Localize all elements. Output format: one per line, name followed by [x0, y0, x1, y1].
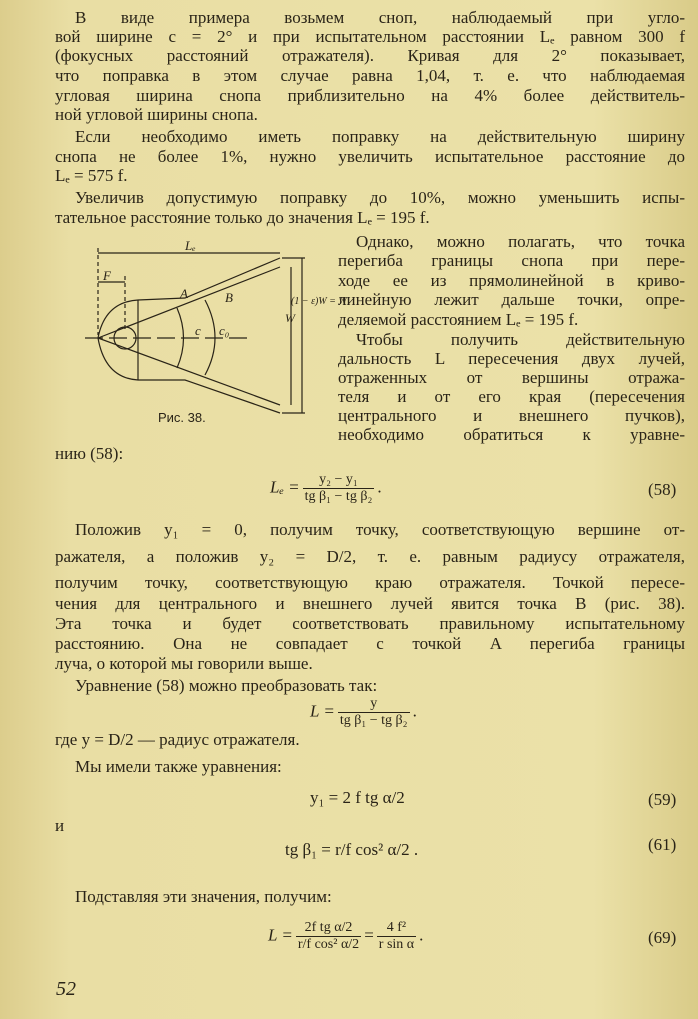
label-b: B: [225, 290, 233, 305]
label-f: F: [103, 268, 111, 283]
text-line: Чтобы получить действительную: [356, 330, 685, 349]
label-le: Lₑ: [185, 238, 196, 253]
label-a: A: [180, 286, 188, 301]
text-line: (фокусных расстояний отражателя). Кривая для 2° показывает,: [55, 46, 685, 65]
text-line: ной угловой ширины снопа.: [55, 105, 258, 124]
label-c0: c₀: [219, 323, 230, 338]
label-w-prime: (1 − ε)W = W′: [291, 296, 349, 307]
text-line: нию (58):: [55, 444, 124, 463]
label-c: c: [195, 323, 201, 338]
text-line: Увеличив допустимую поправку до 10%, можно уменьшить испы-: [75, 188, 685, 207]
text-line: Подставляя эти значения, получим:: [75, 887, 332, 906]
equation-number: (61): [648, 835, 677, 854]
text-line: луча, о которой мы говорили выше.: [55, 654, 313, 673]
text-line: Мы имели также уравнения:: [75, 757, 282, 776]
text-line: необходимо обратиться к уравне-: [338, 425, 685, 444]
text-line: Однако, можно полагать, что точка: [356, 232, 685, 251]
equation-number: (59): [648, 790, 677, 809]
text-line: центрального и внешнего пучков),: [338, 406, 685, 425]
figure-caption: Рис. 38.: [158, 410, 206, 425]
text-line: расстоянию. Она не совпадает с точкой A перегиба границы: [55, 634, 685, 653]
text-line: тательное расстояние только до значения Lₑ = 195 f.: [55, 208, 430, 227]
text-line: Если необходимо иметь поправку на действительную ширину: [75, 127, 685, 146]
text-line: теля и от его края (пересечения: [338, 387, 685, 406]
text-line: и: [55, 816, 65, 835]
text-line: угловая ширина снопа приблизительно на 4% более действитель-: [55, 86, 685, 105]
label-w: W: [285, 311, 295, 325]
text-line: Уравнение (58) можно преобразовать так:: [75, 676, 378, 695]
page-number: 52: [56, 978, 76, 1000]
text-line: ходе ее из прямолинейной в криво-: [338, 271, 685, 290]
text-line: ражателя, а положив y₂ = D/2, т. е. равным радиусу отражателя,: [55, 547, 685, 566]
text-line: линейную лежит дальше точки, опре-: [338, 290, 685, 309]
text-line: отраженных от вершины отража-: [338, 368, 685, 387]
text-line: дальность L пересечения двух лучей,: [338, 349, 685, 368]
text-line: перегиба границы снопа при пере-: [338, 251, 685, 270]
text-line: Эта точка и будет соответствовать правильному испытательному: [55, 614, 685, 633]
text-line: В виде примера возьмем сноп, наблюдаемый при угло-: [75, 8, 685, 27]
figure-38-diagram: [85, 238, 349, 415]
equation-58: Lₑ = $\frac{\text{y₂ − y₁}}{\text{tg β₁ − tg β₂}}$ .: [270, 472, 382, 504]
equation-number: (58): [648, 480, 677, 499]
equation-l: L = $\frac{y}{\text{tg β₁ − tg β₂}}$ .: [310, 696, 417, 728]
text-line: получим точку, соответствующую краю отражателя. Точкой пересе-: [55, 573, 685, 592]
equation-number: (69): [648, 928, 677, 947]
text-line: что поправка в этом случае равна 1,04, т. е. что наблюдаемая: [55, 66, 685, 85]
text-line: чения для центрального и внешнего лучей явится точка B (рис. 38).: [55, 594, 685, 613]
equation-69: L = $\frac{\text{2f tg α/2}}{\text{r/f cos² α/2}}$ = $\frac{\text{4 f²}}{\text{r sin α}}$ .: [268, 920, 424, 952]
text-line: Lₑ = 575 f.: [55, 166, 128, 185]
equation-61: tg β₁ = r/f cos² α/2 .: [285, 840, 419, 859]
equation-59: y₁ = 2 f tg α/2: [310, 788, 405, 807]
text-line: Положив y₁ = 0, получим точку, соответствующую вершине от-: [75, 520, 685, 539]
text-line: где y = D/2 — радиус отражателя.: [55, 730, 300, 749]
text-line: вой ширине c = 2° и при испытательном расстоянии Lₑ равном 300 f: [55, 27, 685, 46]
text-line: снопа не более 1%, нужно увеличить испытательное расстояние до: [55, 147, 685, 166]
text-line: деляемой расстоянием Lₑ = 195 f.: [338, 310, 579, 329]
